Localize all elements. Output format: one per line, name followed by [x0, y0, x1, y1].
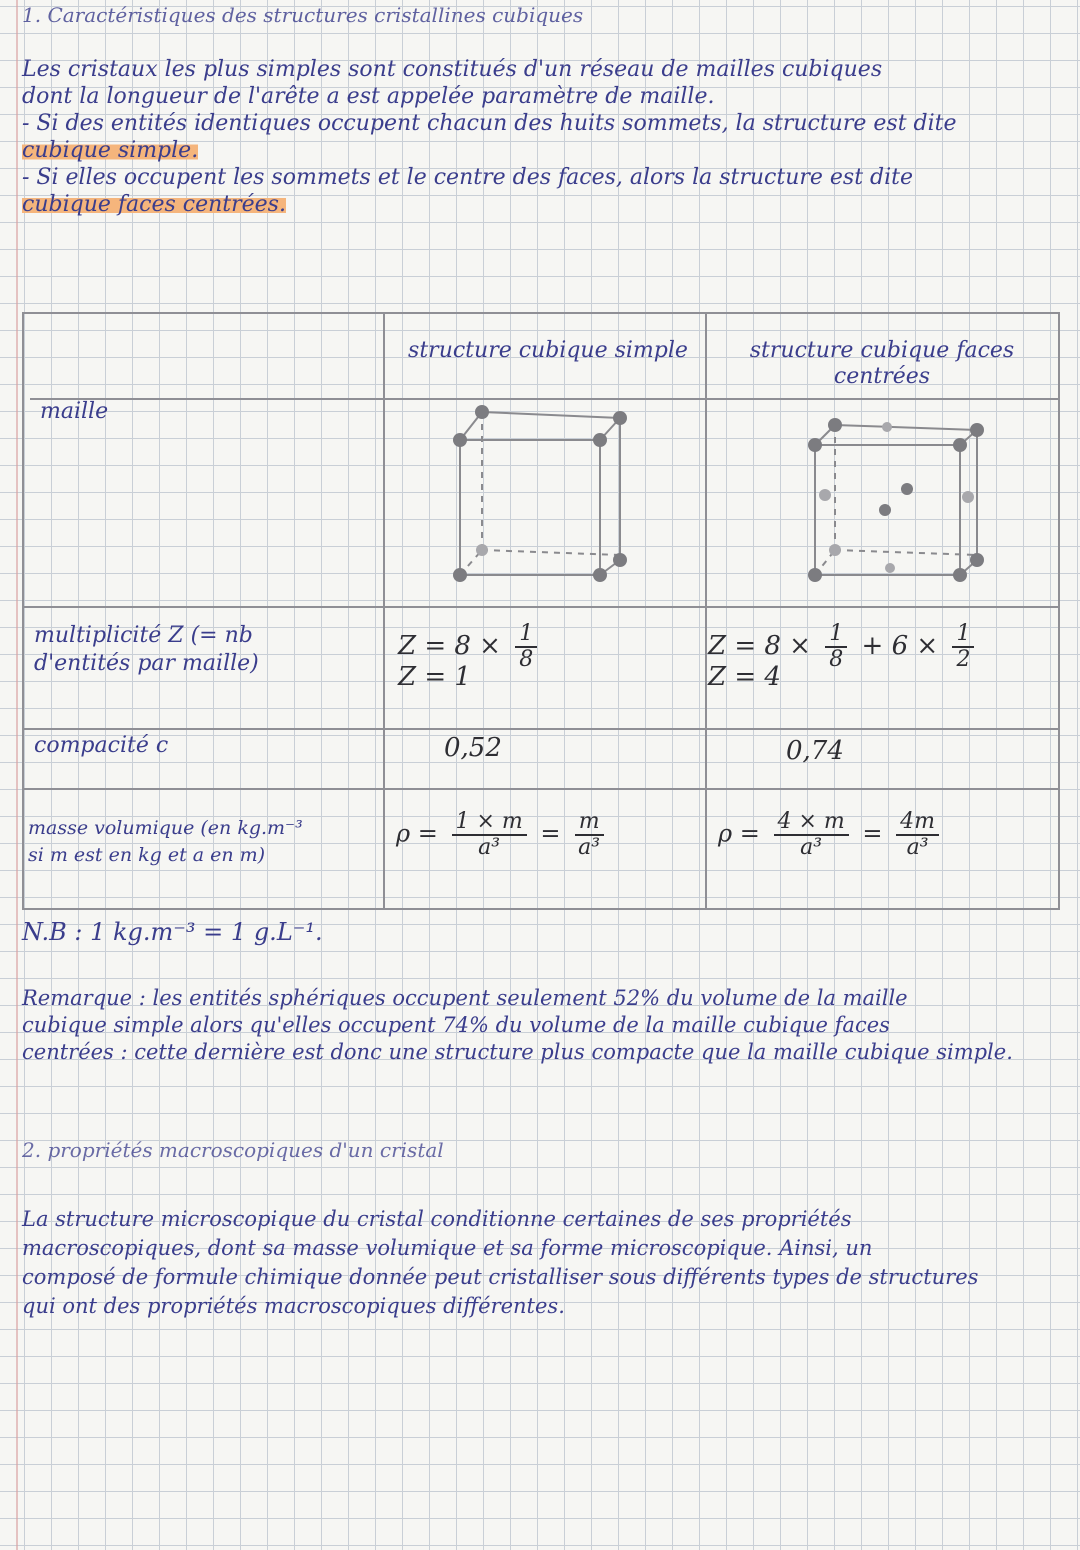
- para2-line-2: macroscopiques, dont sa masse volumique et sa forme microscopique. Ainsi, un: [22, 1236, 873, 1260]
- row-label-masse-1: masse volumique (en kg.m⁻³: [28, 817, 303, 839]
- table-row-border-1: [22, 606, 1060, 608]
- nb-note: N.B : 1 kg.m⁻³ = 1 g.L⁻¹.: [22, 918, 323, 946]
- intro-line-5: - Si elles occupent les sommets et le centre des faces, alors la structure est dite: [22, 165, 914, 190]
- section-heading-2: 2. propriétés macroscopiques d'un cristal: [22, 1138, 444, 1162]
- row-label-multiplicite-1: multiplicité Z (= nb: [34, 623, 253, 648]
- z-fcc-result: Z = 4: [708, 662, 781, 692]
- z-simple-formula: Z = 8 × $\frac{1}{8}$: [398, 622, 543, 672]
- intro-line-3: - Si des entités identiques occupent chacun des huits sommets, la structure est dite: [22, 111, 957, 136]
- properties-paragraph: [22, 1205, 1062, 1321]
- row-label-compacite: compacité c: [34, 733, 169, 758]
- margin-line: [16, 0, 18, 1550]
- remark-paragraph: [22, 985, 1062, 1066]
- intro-paragraph: [22, 56, 1042, 218]
- para2-line-1: La structure microscopique du cristal conditionne certaines de ses propriétés: [22, 1207, 852, 1231]
- remark-line-3: centrées : cette dernière est donc une structure plus compacte que la maille cubique simple.: [22, 1040, 1013, 1064]
- rho-simple-fraction-1: $\frac{1 \times m}{\text{a³}}$: [452, 810, 527, 860]
- table-right-border: [1058, 312, 1060, 910]
- para2-line-3: composé de formule chimique donnée peut cristalliser sous différents types de structures: [22, 1265, 979, 1289]
- remark-line-1: Remarque : les entités sphériques occupent seulement 52% du volume de la maille: [22, 986, 908, 1010]
- header-fcc: structure cubique faces centrées: [749, 338, 1015, 389]
- header-simple-cubic: structure cubique simple: [408, 338, 688, 363]
- table-row-border-3: [22, 788, 1060, 790]
- z-fcc-formula: Z = 8 × $\frac{1}{8}$ + 6 × $\frac{1}{2}$: [708, 622, 980, 672]
- compacite-fcc: 0,74: [786, 736, 844, 766]
- table-col-divider-2: [705, 312, 707, 910]
- z-fcc-fraction-1: $\frac{1}{8}$: [825, 622, 847, 672]
- intro-line-1: Les cristaux les plus simples sont constitués d'un réseau de mailles cubiques: [22, 57, 883, 82]
- z-simple-fraction: $\frac{1}{8}$: [515, 622, 537, 672]
- table-top-border: [22, 312, 1060, 314]
- section-heading: 1. Caractéristiques des structures cristallines cubiques: [22, 3, 584, 27]
- fcc-cell-diagram: [795, 405, 995, 605]
- table-row-border-2: [22, 728, 1060, 730]
- remark-line-2: cubique simple alors qu'elles occupent 74% du volume de la maille cubique faces: [22, 1013, 890, 1037]
- intro-line-4: cubique simple.: [22, 138, 199, 163]
- rho-fcc-fraction-1: $\frac{4 \times m}{\text{a³}}$: [774, 810, 849, 860]
- compacite-simple: 0,52: [444, 733, 502, 763]
- table-bottom-border: [22, 908, 1060, 910]
- row-label-masse-2: si m est en kg et a en m): [28, 844, 266, 866]
- para2-line-4: qui ont des propriétés macroscopiques différentes.: [22, 1294, 565, 1318]
- z-simple-result: Z = 1: [398, 662, 471, 692]
- row-label-multiplicite-2: d'entités par maille): [34, 651, 259, 676]
- rho-fcc-fraction-2: $\frac{4m}{\text{a³}}$: [896, 810, 939, 860]
- z-fcc-fraction-2: $\frac{1}{2}$: [952, 622, 974, 672]
- row-label-maille: maille: [40, 399, 109, 424]
- rho-fcc-formula: ρ = $\frac{4 \times m}{\text{a³}}$ = $\frac{4m}{\text{a³}}$: [718, 810, 945, 860]
- intro-line-6: cubique faces centrées.: [22, 192, 286, 217]
- simple-cubic-cell-diagram: [440, 400, 640, 600]
- table-col-divider-1: [383, 312, 385, 910]
- rho-simple-fraction-2: $\frac{m}{\text{a³}}$: [574, 810, 604, 860]
- rho-simple-formula: ρ = $\frac{1 \times m}{\text{a³}}$ = $\frac{m}{\text{a³}}$: [396, 810, 610, 860]
- intro-line-2: dont la longueur de l'arête a est appelée paramètre de maille.: [22, 84, 715, 109]
- table-left-border: [22, 312, 24, 910]
